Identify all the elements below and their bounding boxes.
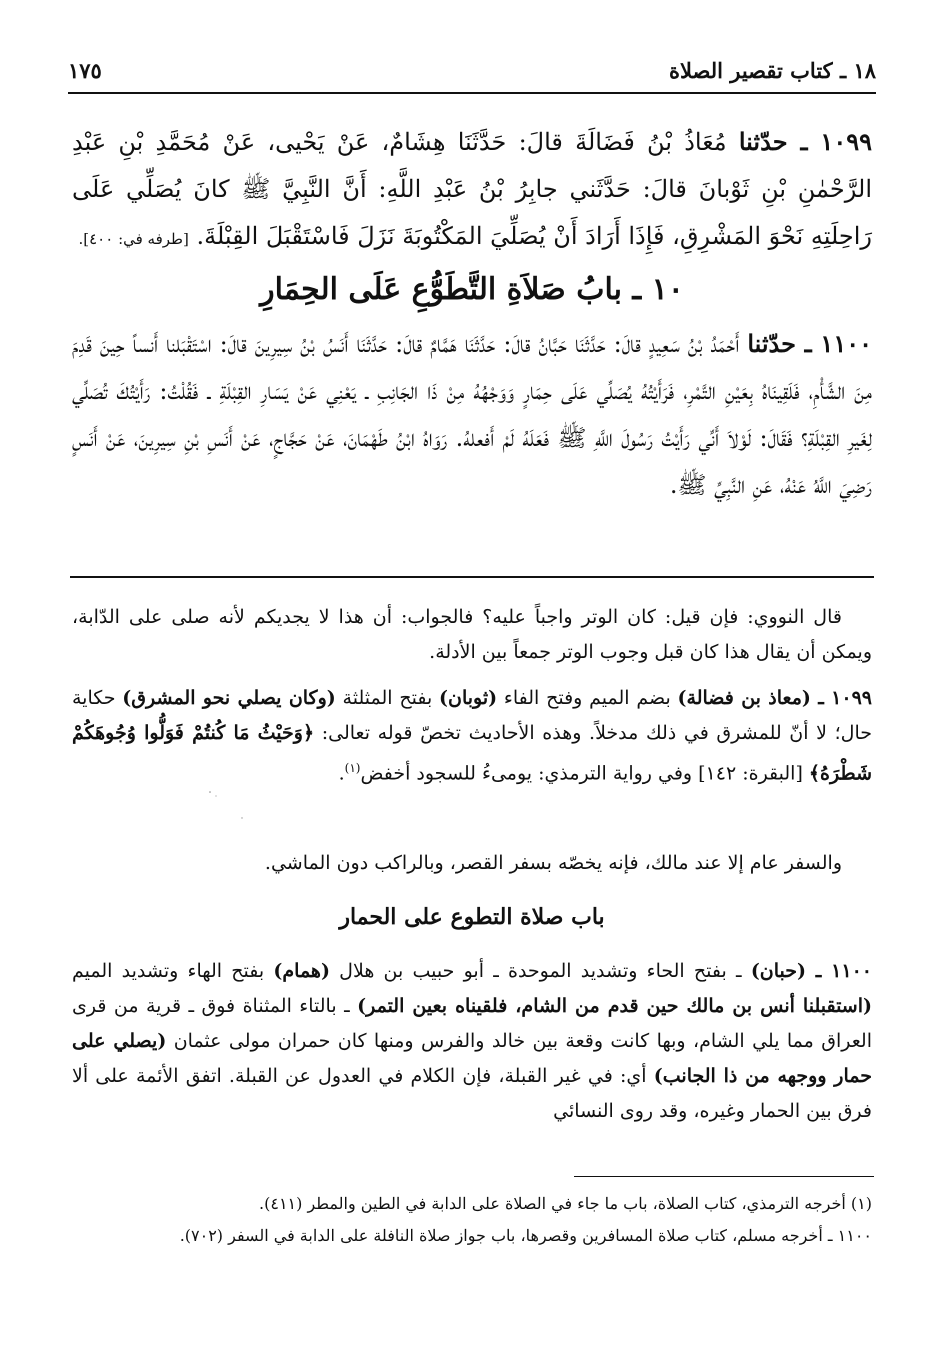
hadith-1099-lead: ١٠٩٩ ـ حدّثنا bbox=[738, 127, 872, 156]
commentary-nawawi bbox=[72, 600, 872, 670]
footnotes bbox=[72, 1188, 872, 1252]
commentary-1099-part1: بضم الميم وفتح الفاء bbox=[497, 687, 678, 709]
nawawi-text: قال النووي: فإن قيل: كان الوتر واجباً عليه؟ فالجواب: أن هذا لا يجديكم لأنه صلى على الدّابة، ويمكن أن يقال هذا كان قبل وجوب الوتر جمعاً بين الأدلة. bbox=[72, 606, 872, 663]
commentary-1099-bold2: (وكان يصلي نحو المشرق) bbox=[122, 687, 336, 709]
commentary-1100-lead: ١١٠٠ ـ (حبان) bbox=[750, 960, 872, 982]
commentary-1099-lead: ١٠٩٩ ـ (معاذ بن فضالة) bbox=[677, 687, 872, 709]
commentary-1099-part2: بفتح المثلثة bbox=[335, 687, 440, 709]
commentary-1099-bold1: (ثوبان) bbox=[439, 687, 498, 709]
commentary-1099-text bbox=[72, 681, 872, 791]
hadith-1100-body: أَحْمَدُ بْنُ سَعِيدٍ قالَ: حَدَّثَنَا حَبَّانُ قالَ: حَدَّثَنَا هَمَّامٌ قالَ: حَدَّثَنَا أَنَسُ بْنُ سِيرِينَ قالَ: اسْتَقْبَلنا أَنساً حِينَ قَدِمَ مِنَ الشَّأْمِ، فَلَقِينَاهُ بِعَيْنِ التَّمْرِ، فَرَأَيْتُهُ يُصَلِّي عَلَى حِمَارٍ وَوَجْهُهُ مِنْ ذَا الجَانِبِ ـ يَعْنِي عَنْ يَسَارِ القِبْلَةِ ـ فَقُلْتُ: رَأَيْتُكَ تُصَلِّي لِغَيرِ القِبْلَةِ؟ فَقَالَ: لَوْلاَ أَنِّي رَأَيْتُ رَسُولَ اللَّهِ ﷺ فَعَلَهُ لَمْ أَفعلهُ. رَوَاهُ ابْنُ طَهْمَانَ، عَنْ حَجَّاجٍ، عَنْ أَنَسِ بْنِ سِيرِينَ، عَنْ أَنَسٍ رَضِيَ اللَّهُ عَنْهُ، عَنِ النَّبِيِّ ﷺ. bbox=[72, 330, 872, 499]
hadith-1100-text bbox=[72, 320, 872, 509]
page-number: ١٧٥ bbox=[68, 58, 102, 83]
commentary-safar bbox=[72, 846, 872, 881]
commentary-1100-text bbox=[72, 954, 872, 1129]
hadith-1099-text bbox=[72, 118, 872, 263]
footnote-marker: (١) bbox=[344, 761, 361, 775]
main-divider bbox=[70, 576, 874, 578]
quran-verse: ﴿وَحَيْثُ مَا كُنتُمْ فَوَلُّوا وُجُوهَكُمْ شَطْرَهُ﴾ bbox=[72, 722, 872, 785]
footnote-rule bbox=[574, 1176, 874, 1177]
footnote-2: ١١٠٠ ـ أخرجه مسلم، كتاب صلاة المسافرين وقصرها، باب جواز صلاة النافلة على الدابة في السفر (٧٠٢). bbox=[179, 1226, 872, 1245]
hadith-1099-body: مُعَاذُ بْنُ فَضَالَةَ قالَ: حَدَّثَنَا هِشَامٌ، عَنْ يَحْيى، عَنْ مُحَمَّدِ بْنِ عَبْدِ الرَّحْمٰنِ بْنِ ثَوْبانَ قالَ: حَدَّثَني جابِرُ بْنُ عَبْدِ اللَّهِ: أَنَّ النَّبِيَّ ﷺ كانَ يُصَلِّي عَلَى رَاحِلَتِهِ نَحْوَ المَشْرِقِ، فَإِذَا أَرَادَ أَنْ يُصَلِّيَ المَكْتُوبَةَ نَزَلَ فَاسْتَقْبَلَ القِبْلَةَ. bbox=[72, 128, 872, 250]
running-title: ١٨ ـ كتاب تقصير الصلاة bbox=[668, 58, 876, 83]
commentary-1100-bold2: (استقبلنا أنس بن مالك حين قدم من الشام، فلقيناه بعين التمر) bbox=[357, 995, 872, 1017]
commentary-1099 bbox=[72, 681, 872, 791]
hadith-1100-lead: ١١٠٠ ـ حدّثنا bbox=[747, 329, 872, 358]
page-header bbox=[68, 58, 876, 92]
commentary-1100-part1: ـ بفتح الحاء وتشديد الموحدة ـ أبو حبيب بن هلال bbox=[329, 960, 751, 982]
hadith-1100 bbox=[72, 320, 872, 509]
footnote-1: (١) أخرجه الترمذي، كتاب الصلاة، باب ما جاء في الصلاة على الدابة في الطين والمطر (٤١١). bbox=[259, 1194, 872, 1213]
chapter-heading: ١٠ ـ بابُ صَلاَةِ التَّطَوُّعِ عَلَى الحِمَارِ bbox=[260, 272, 684, 307]
hadith-1099-ref: [طرفه في: ٤٠٠]. bbox=[78, 230, 189, 248]
commentary-1100-part3: ـ بالتاء المثناة فوق ـ قرية من قرى العراق مما يلي الشام، وبها كانت وقعة بين خالد والفرس ومنها كان حمران مولى عثمان bbox=[72, 995, 872, 1052]
commentary-1100-bold1: (همام) bbox=[273, 960, 330, 982]
commentary-1100-bold3: (يصلي على حمار ووجهه من ذا الجانب) bbox=[72, 1030, 872, 1087]
scan-specks bbox=[180, 780, 270, 830]
commentary-1100 bbox=[72, 954, 872, 1129]
commentary-1099-part5: . bbox=[338, 762, 345, 785]
commentary-sub-heading: باب صلاة التطوع على الحمار bbox=[339, 904, 605, 930]
commentary-1100-part4: أي: في غير القبلة، فإن الكلام في العدول عن القبلة. اتفق الأئمة على ألا فرق بين الحمار وغيره، وقد روى النسائي bbox=[72, 1065, 872, 1122]
commentary-1099-part4: [البقرة: ١٤٢] وفي رواية الترمذي: يومىءُ للسجود أخفض bbox=[360, 762, 809, 785]
commentary-1099-part3: حكاية حال؛ لا أنّ للمشرق في ذلك مدخلاً. وهذه الأحاديث تخصّ قوله تعالى: bbox=[72, 687, 873, 744]
hadith-1099 bbox=[72, 118, 872, 263]
commentary-1100-part2: بفتح الهاء وتشديد الميم bbox=[72, 960, 274, 982]
safar-text: والسفر عام إلا عند مالك، فإنه يخصّه بسفر القصر، وبالراكب دون الماشي. bbox=[264, 852, 842, 874]
header-rule bbox=[68, 92, 876, 94]
